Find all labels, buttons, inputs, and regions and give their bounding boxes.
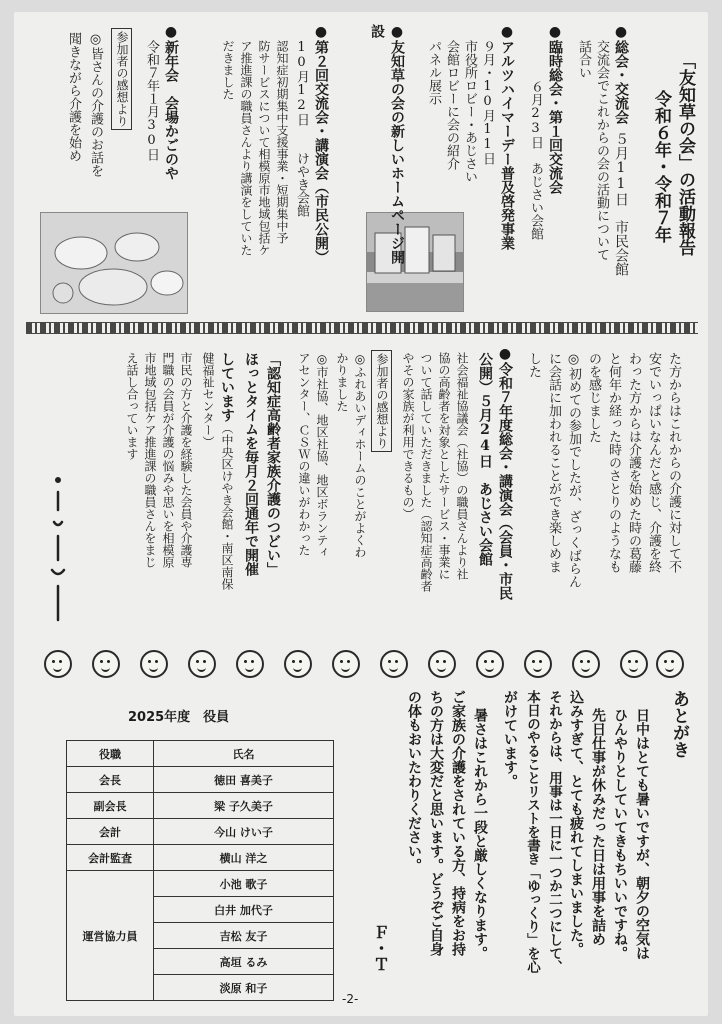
assembly-impression: ◎市社協、地区社協、地区ボランティ	[315, 352, 329, 558]
postscript-line: 先日仕事が休みだった日は用事を詰め	[590, 708, 606, 946]
item-alzheimer-line: パネル展示	[426, 40, 441, 105]
impression-line: に会話に加われることができ楽しめま	[546, 352, 561, 573]
impression-line: 安でいっぱいなんだと感じ、介護を終	[646, 352, 661, 573]
assembly-impression: かりました	[335, 352, 349, 412]
officer-role-merged: 運営協力員	[67, 871, 154, 1001]
officer-role: 副会長	[67, 793, 154, 819]
impression-line: た方からはこれからの介護に対して不	[666, 352, 681, 573]
officer-name: 梁 子久美子	[154, 793, 334, 819]
postscript-line: の体もおいたわりください。	[406, 690, 422, 872]
gathering-heading: しています	[219, 352, 235, 422]
face-icon	[332, 650, 360, 678]
face-icon	[188, 650, 216, 678]
officer-role: 会長	[67, 767, 154, 793]
face-icon	[524, 650, 552, 678]
item-general-meeting-heading: ●総会・交流会	[613, 24, 629, 124]
face-icon	[44, 650, 72, 678]
assembly-line: 社会福祉協議会（社協）の職員さんより社	[455, 352, 469, 580]
postscript-line: 日中はとても暑いですが、朝夕の空気は	[634, 708, 650, 960]
face-icon	[620, 650, 648, 678]
table-row	[67, 793, 334, 819]
participant-impressions-badge: 参加者の感想より	[111, 28, 132, 130]
item-second-exchange-heading: ●第２回交流会・講演会（市民公開）	[313, 24, 329, 264]
new-year-meal-photo	[40, 212, 188, 314]
table-row	[67, 871, 334, 897]
face-icon	[380, 650, 408, 678]
postscript-line: それからは、用事は一日に一つか二つにして、	[546, 690, 562, 974]
officer-name: 高垣 るみ	[154, 949, 334, 975]
face-icon	[236, 650, 264, 678]
decorative-doodle	[42, 470, 78, 630]
item-alzheimer-line: ９月・10月11日	[480, 40, 495, 165]
officer-name: 白井 加代子	[154, 897, 334, 923]
assembly-line: 協の高齢者を対象としたサービス・事業に	[437, 352, 451, 580]
gathering-venue: 健福祉センター）	[201, 352, 215, 448]
item-second-exchange-line: ア推進課の職員さんより講演をしていた	[239, 40, 253, 256]
panel-exhibit-photo	[366, 212, 464, 312]
item-homepage-heading-cont: 設	[369, 24, 385, 38]
officers-title: 2025年度 役員	[128, 710, 230, 725]
item-extra-meeting-heading: ●臨時総会・第１回交流会	[547, 24, 563, 194]
assembly-line: やその家族が利用できるもの）	[401, 352, 415, 520]
impression-line: ◎初めての参加でしたが、ざっくばらん	[566, 352, 581, 588]
item-second-exchange-date: 10月12日 けやき会館	[294, 40, 309, 217]
item-general-meeting-line: 交流会でこれからの会の活動について	[594, 40, 609, 261]
gathering-line: 門職の会員が介護の悩みや思いを相模原	[161, 352, 175, 568]
decorative-divider-top	[26, 322, 698, 334]
item-new-year-heading: ●新年会 会場かごのや	[163, 24, 179, 180]
postscript-line: ご家族の介護をされている方、持病をお持	[450, 690, 466, 956]
postscript-line: 本日のやることリストを書き「ゆっくり」を心	[524, 690, 540, 974]
officer-role: 会計監査	[67, 845, 154, 871]
participant-impressions-badge: 参加者の感想より	[371, 350, 392, 452]
postscript-line: 込みすぎて、とても疲れてしまいました。	[568, 690, 584, 956]
postscript-line: 暑さはこれから一段と厳しくなります。	[472, 708, 488, 960]
gathering-heading: ほっとタイムを毎月２回通年で開催	[243, 352, 259, 576]
page-number: -2-	[342, 992, 359, 1006]
table-header-row	[67, 741, 334, 767]
report-years: 令和６年・令和７年	[651, 90, 671, 243]
table-row	[67, 819, 334, 845]
postscript-title: あとがき	[669, 690, 689, 758]
item-new-year-impression: 聞きながら介護を始め	[66, 32, 81, 162]
officer-name: 淡原 和子	[154, 975, 334, 1001]
table-row	[67, 845, 334, 871]
assembly-impression: アセンター、ＣＳＷの違いがわかった	[297, 352, 311, 556]
item-alzheimer-heading: ●アルツハイマーデー普及啓発事業	[499, 24, 515, 250]
report-title: 「友知草の会」の活動報告	[675, 52, 695, 256]
item-general-meeting-date: ５月11日 市民会館	[613, 118, 629, 276]
gathering-line: 市民の方と介護を経験した会員や介護専	[179, 352, 193, 568]
face-icon	[140, 650, 168, 678]
item-alzheimer-line: 会館ロビーに会の紹介	[444, 40, 459, 170]
assembly-heading-cont: 公開）５月24日 あじさい会館	[477, 352, 493, 566]
gathering-line: 市地域包括ケア推進課の職員さんをまじ	[143, 352, 157, 568]
item-extra-meeting-date: ６月23日 あじさい会館	[528, 80, 543, 240]
impression-line: のを感じました	[586, 352, 601, 443]
gathering-line: え話し合っています	[125, 352, 139, 460]
item-new-year-date: 令和７年１月30日	[144, 40, 159, 161]
item-alzheimer-line: 市役所ロビー・あじさい	[462, 40, 477, 183]
face-icon	[572, 650, 600, 678]
table-row	[67, 767, 334, 793]
face-icon	[284, 650, 312, 678]
item-new-year-impression: ◎皆さんの介護のお話を	[88, 32, 103, 177]
gathering-venue: （中央区けやき会館・南区南保	[220, 422, 234, 590]
officer-role: 会計	[67, 819, 154, 845]
impression-line: わった方からは介護を始めた時の葛藤	[626, 352, 641, 573]
officers-table	[66, 740, 334, 1001]
item-second-exchange-line: だきました	[221, 40, 235, 100]
officer-name: 小池 歌子	[154, 871, 334, 897]
item-general-meeting-line: 話合い	[576, 40, 591, 79]
face-icon	[92, 650, 120, 678]
impression-line: した	[526, 352, 541, 378]
face-icon	[476, 650, 504, 678]
officer-name: 横山 洋之	[154, 845, 334, 871]
assembly-impression: ◎ふれあいディホームのことがよくわ	[353, 352, 367, 558]
gathering-heading-row	[216, 352, 238, 590]
item-second-exchange-line: 防サービスについて相模原市地域包括ケ	[257, 40, 271, 256]
officer-name: 吉松 友子	[154, 923, 334, 949]
item-homepage-heading: ●友知草の会の新しいホームページ開	[389, 24, 405, 264]
officer-name: 今山 けい子	[154, 819, 334, 845]
gathering-heading: 「認知症高齢者家族介護のつどい」	[265, 352, 281, 576]
item-second-exchange-line: 認知症初期集中支援事業・短期集中予	[275, 40, 289, 244]
assembly-line: ついて話していただきました（認知症高齢者	[419, 352, 433, 592]
header-role: 役職	[67, 741, 154, 767]
postscript-line: がけています。	[502, 690, 518, 788]
decorative-faces-divider	[44, 646, 684, 684]
impression-line: と何年か経った時のさとりのようなも	[606, 352, 621, 573]
assembly-heading: ●令和７年度総会・講演会（会員・市民	[497, 346, 513, 600]
officer-name: 徳田 喜美子	[154, 767, 334, 793]
face-icon	[656, 650, 684, 678]
postscript-line: ちの方は大変だと思います。どうぞご自身	[428, 690, 444, 956]
header-name: 氏名	[154, 741, 334, 767]
face-icon	[428, 650, 456, 678]
postscript-signature: Ｆ・Ｔ	[371, 924, 390, 972]
postscript-line: ひんやりとしていてきもちいいですね。	[612, 708, 628, 960]
